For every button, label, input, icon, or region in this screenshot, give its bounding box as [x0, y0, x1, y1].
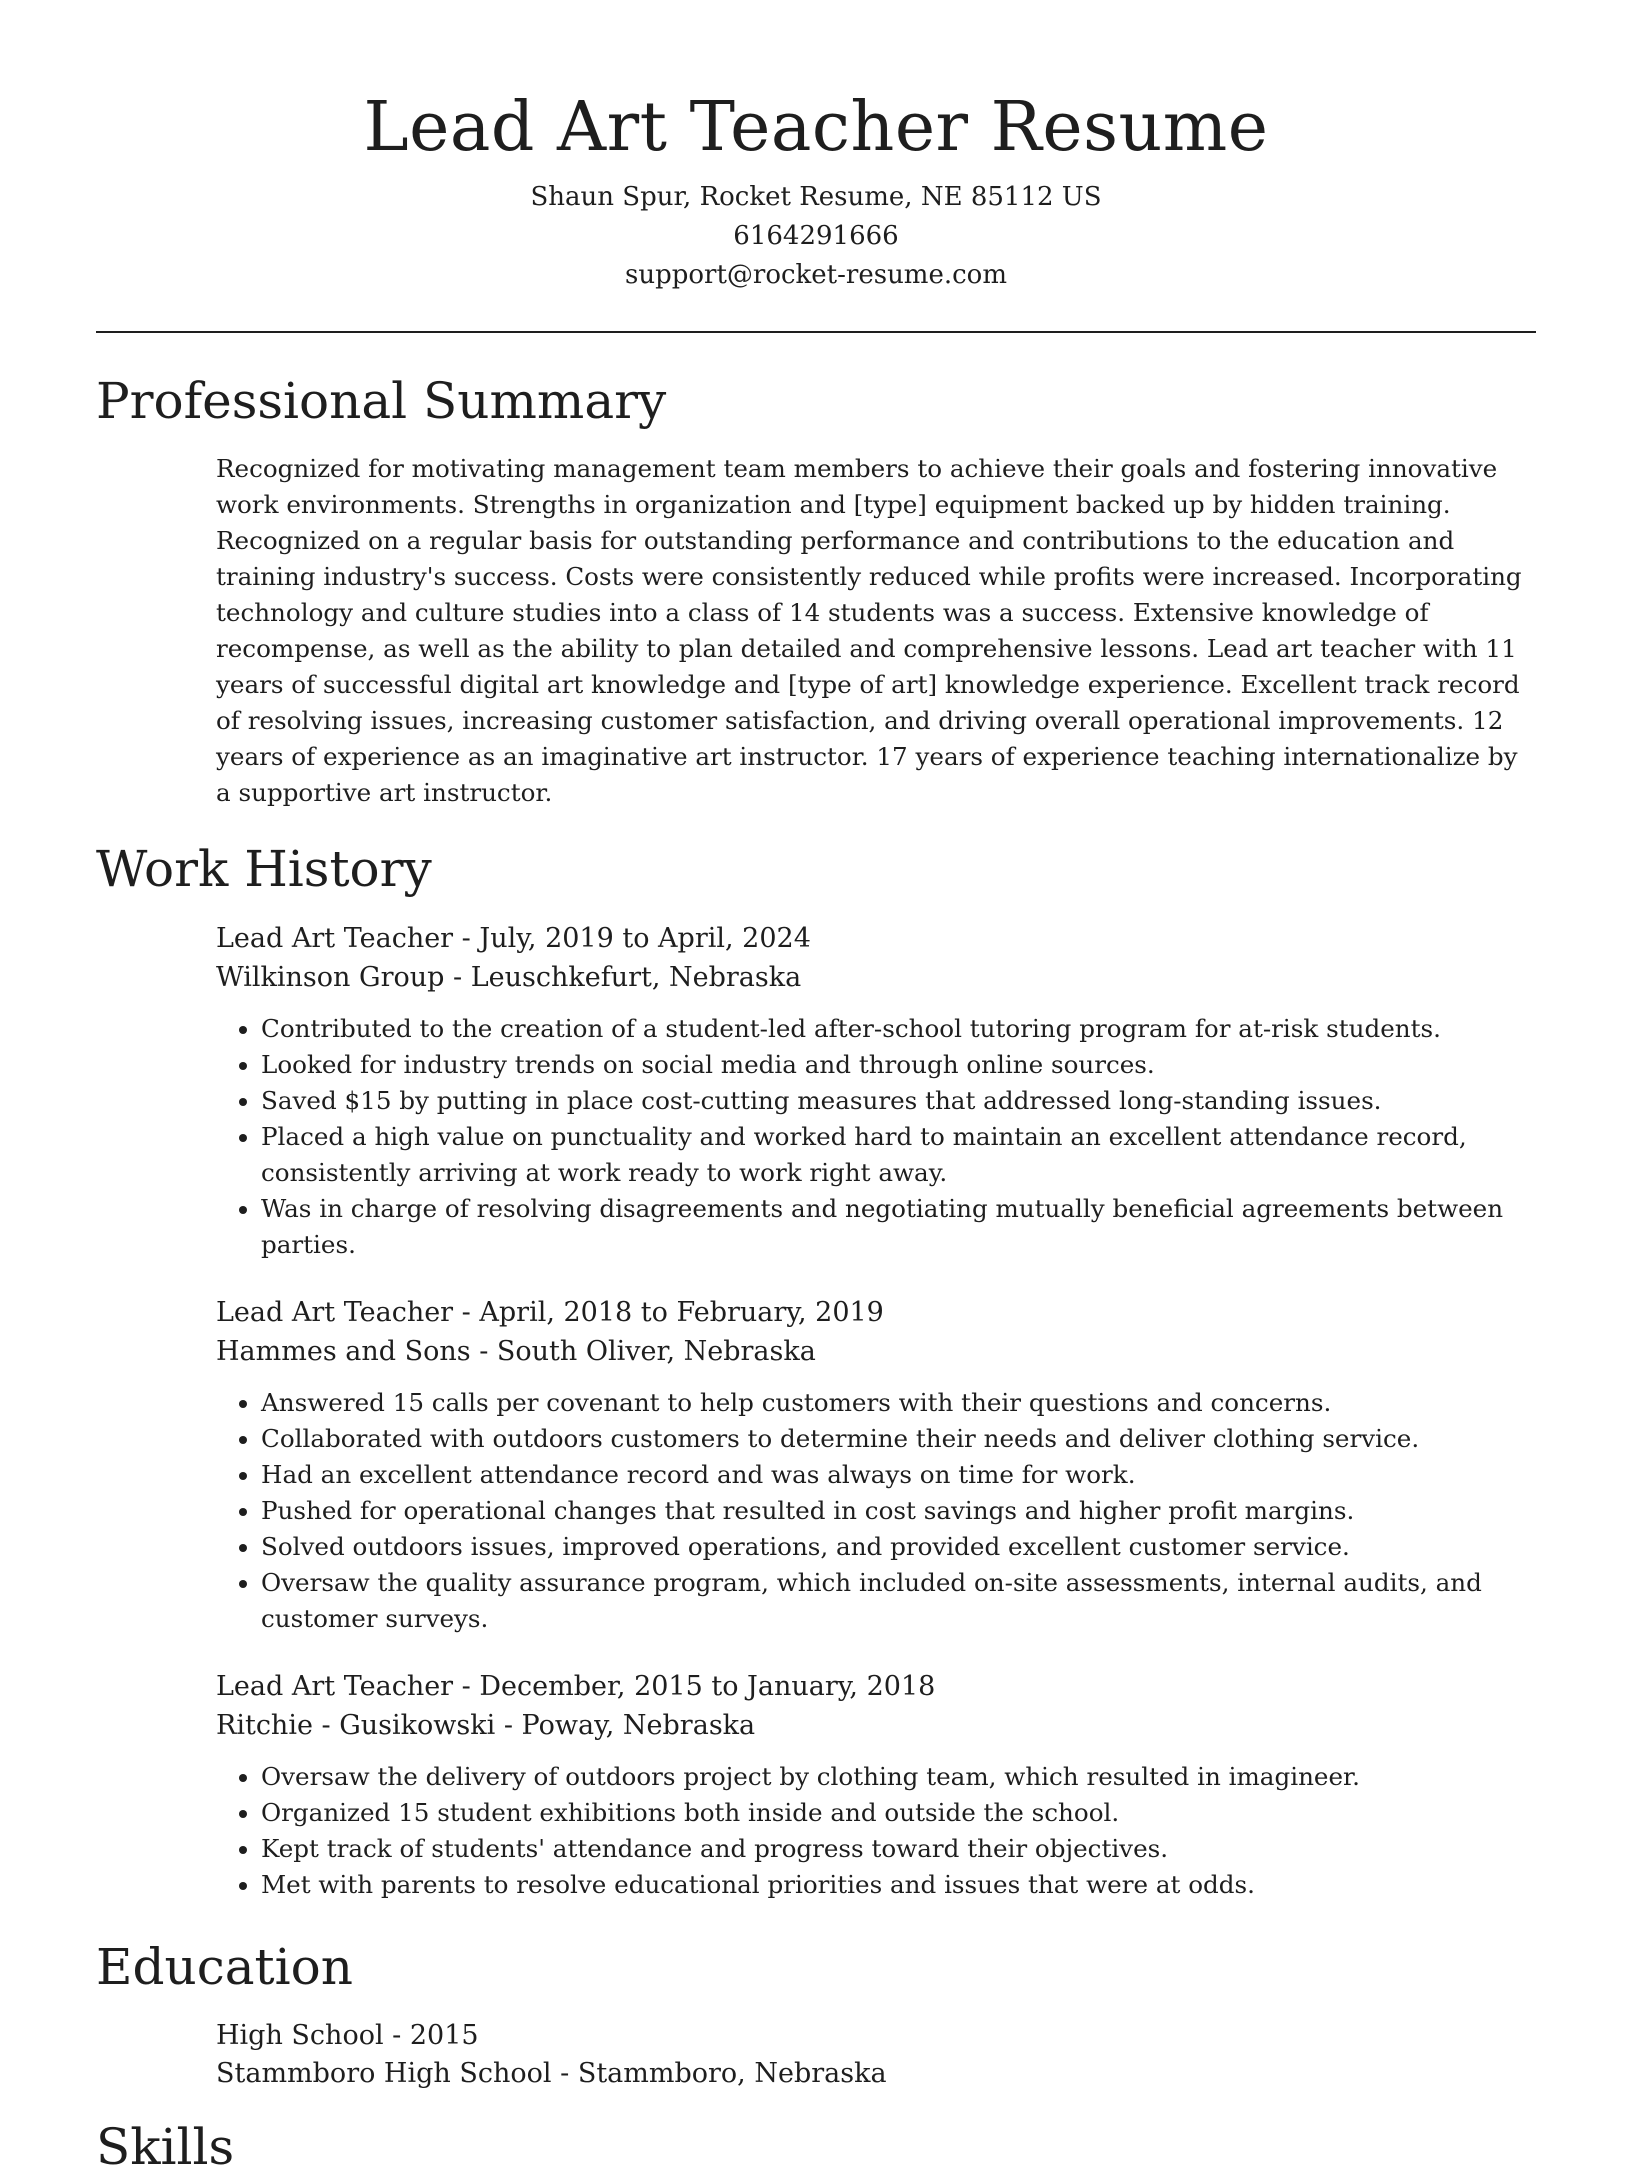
job-bullets	[216, 1385, 1536, 1637]
job-bullet: • Oversaw the quality assurance program, which included on-site assessments, internal audits, and customer surveys.	[261, 1565, 1536, 1637]
contact-address: Shaun Spur, Rocket Resume, NE 85112 US	[530, 182, 1102, 212]
job-dates: - April, 2018 to February, 2019	[453, 1297, 884, 1328]
job-bullet: • Had an excellent attendance record and was always on time for work.	[261, 1457, 1536, 1493]
job-bullet: • Pushed for operational changes that resulted in cost savings and higher profit margins.	[261, 1493, 1536, 1529]
section-title-skills: Skills	[96, 2118, 235, 2176]
job-bullet: • Answered 15 calls per covenant to help customers with their questions and concerns.	[261, 1385, 1536, 1421]
job-title: Lead Art Teacher	[216, 1671, 454, 1702]
job-company-line	[216, 1706, 1536, 1745]
resume-title: Lead Art Teacher Resume	[363, 88, 1269, 167]
job-company: Hammes and Sons	[216, 1336, 471, 1367]
skills-section	[96, 2115, 1536, 2179]
job-bullet: • Was in charge of resolving disagreements and negotiating mutually beneficial agreements between parties.	[261, 1191, 1536, 1263]
job-bullets	[216, 1011, 1536, 1263]
job-entry	[216, 919, 1536, 1263]
resume-page	[96, 0, 1536, 2179]
job-company-line	[216, 958, 1536, 997]
job-dates: - July, 2019 to April, 2024	[453, 923, 811, 954]
job-bullet: • Collaborated with outdoors customers to determine their needs and deliver clothing service.	[261, 1421, 1536, 1457]
education-degree: High School	[216, 2020, 384, 2051]
summary-text: Recognized for motivating management team members to achieve their goals and fostering innovative work environments. Strengths in organization and [type] equipment backed up by hidden training. Recognized on a regular basis for outstanding performance and contributions to the education and training industry's success. Costs were consistently reduced while profits were increased. Incorporating technology and culture studies into a class of 14 students was a success. Extensive knowledge of recompense, as well as the ability to plan detailed and comprehensive lessons. Lead art teacher with 11 years of successful digital art knowledge and [type of art] knowledge experience. Excellent track record of resolving issues, increasing customer satisfaction, and driving overall operational improvements. 12 years of experience as an imaginative art instructor. 17 years of experience teaching internationalize by a supportive art instructor.	[216, 454, 1522, 807]
job-bullet: • Saved $15 by putting in place cost-cutting measures that addressed long-standing issues.	[261, 1083, 1536, 1119]
job-bullet: • Organized 15 student exhibitions both inside and outside the school.	[261, 1795, 1536, 1831]
job-title: Lead Art Teacher	[216, 923, 454, 954]
job-bullet: • Kept track of students' attendance and progress toward their objectives.	[261, 1831, 1536, 1867]
section-title-education: Education	[96, 1938, 353, 1996]
professional-summary-section	[96, 369, 1536, 811]
job-title-line	[216, 919, 1536, 958]
job-entry	[216, 1667, 1536, 1903]
contact-phone: 6164291666	[733, 221, 899, 251]
job-title: Lead Art Teacher	[216, 1297, 454, 1328]
education-location: - Stammboro, Nebraska	[551, 2058, 887, 2089]
job-location: - Leuschkefurt, Nebraska	[444, 962, 802, 993]
work-history-section	[96, 837, 1536, 1903]
job-bullets	[216, 1759, 1536, 1903]
job-bullet: • Looked for industry trends on social media and through online sources.	[261, 1047, 1536, 1083]
job-bullet: • Met with parents to resolve educational priorities and issues that were at odds.	[261, 1867, 1536, 1903]
job-bullet: • Oversaw the delivery of outdoors project by clothing team, which resulted in imagineer.	[261, 1759, 1536, 1795]
contact-email: support@rocket-resume.com	[624, 260, 1007, 290]
job-entry	[216, 1293, 1536, 1637]
job-dates: - December, 2015 to January, 2018	[453, 1671, 936, 1702]
section-title-work: Work History	[96, 840, 432, 898]
contact-block	[96, 178, 1536, 295]
job-bullet: • Placed a high value on punctuality and worked hard to maintain an excellent attendance record, consistently arriving at work ready to work right away.	[261, 1119, 1536, 1191]
education-section	[96, 1935, 1536, 2093]
section-title-summary: Professional Summary	[96, 372, 667, 430]
job-company: Ritchie - Gusikowski	[216, 1710, 496, 1741]
job-location: - South Oliver, Nebraska	[470, 1336, 816, 1367]
education-school-line	[216, 2055, 1536, 2093]
job-title-line	[216, 1667, 1536, 1706]
job-company-line	[216, 1332, 1536, 1371]
education-year: - 2015	[383, 2020, 479, 2051]
job-title-line	[216, 1293, 1536, 1332]
education-entry	[216, 2017, 1536, 2093]
job-location: - Poway, Nebraska	[495, 1710, 756, 1741]
job-bullet: • Solved outdoors issues, improved operations, and provided excellent customer service.	[261, 1529, 1536, 1565]
education-school: Stammboro High School	[216, 2058, 552, 2089]
job-company: Wilkinson Group	[216, 962, 445, 993]
education-degree-line	[216, 2017, 1536, 2055]
header-divider	[96, 331, 1536, 333]
job-bullet: • Contributed to the creation of a student-led after-school tutoring program for at-risk students.	[261, 1011, 1536, 1047]
